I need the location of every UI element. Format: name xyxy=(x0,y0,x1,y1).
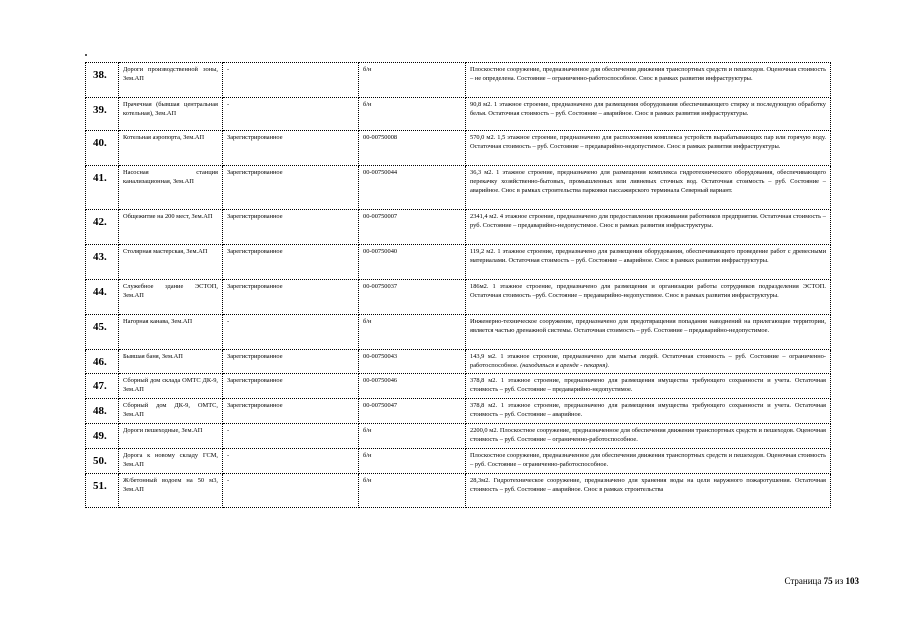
row-number-cell xyxy=(86,449,119,474)
object-name-cell xyxy=(119,474,223,508)
table-row xyxy=(86,399,831,424)
row-number-cell xyxy=(86,350,119,374)
object-name-text: Бывшая баня, Зем.АП xyxy=(123,353,183,360)
inventory-number-text: б/н xyxy=(363,66,372,73)
inventory-number-cell xyxy=(359,98,466,131)
row-number-cell xyxy=(86,63,119,98)
description-text: Плоскостное сооружение, предназначенное для обеспечения движения транспортных средств и пешеходов. Оценочная стоимость – не определена. Состояние – ограниченно-работоспособное. Снос в рамках развития инфраструктуры. xyxy=(470,66,826,82)
object-name-cell xyxy=(119,166,223,210)
table-row xyxy=(86,63,831,98)
inventory-number-cell xyxy=(359,315,466,350)
object-name-cell xyxy=(119,350,223,374)
inventory-number-text: 00-00750043 xyxy=(363,353,398,360)
registration-status-text: Зарегистрированное xyxy=(227,213,283,220)
row-number-text: 47. xyxy=(93,380,107,392)
description-text: 36,3 м2. 1 этажное строение, предназначено для размещения комплекса гидротехнического оборудования, обеспечивающего перекачку хозяйственно-бытовых, промышленных или ливневых сточных вод. Остаточная стоимость – руб. Состояние – аварийное. Снос в рамках строительства парковки пассажирского терминала Северный вариант. xyxy=(470,169,826,194)
registration-status-cell xyxy=(223,280,359,315)
table-row xyxy=(86,280,831,315)
registration-status-text: - xyxy=(227,101,230,108)
registration-status-text: - xyxy=(227,452,230,459)
inventory-number-text: 00-00750008 xyxy=(363,134,398,141)
page-speck xyxy=(85,54,87,56)
table-row xyxy=(86,315,831,350)
row-number-text: 49. xyxy=(93,430,107,442)
row-number-cell xyxy=(86,98,119,131)
inventory-number-cell xyxy=(359,449,466,474)
inventory-number-text: 00-00750037 xyxy=(363,283,398,290)
row-number-text: 39. xyxy=(93,104,107,116)
registration-status-text: Зарегистрированное xyxy=(227,353,283,360)
object-name-cell xyxy=(119,374,223,399)
row-number-text: 50. xyxy=(93,455,107,467)
description-text: 2341,4 м2. 4 этажное строение, предназначено для предоставления проживания работников предприятия. Остаточная стоимость – руб. Состояние – предаварийно-недопустимое. Снос в рамках развития инфраструктуры. xyxy=(470,213,826,229)
row-number-text: 43. xyxy=(93,251,107,263)
table-row xyxy=(86,210,831,245)
object-name-text: Ж/бетонный водоем на 50 м3, Зем.АП xyxy=(123,477,218,493)
object-name-text: Сборный дом склада ОМТС ДК-9, Зем.АП xyxy=(123,377,218,393)
registration-status-cell xyxy=(223,210,359,245)
footer-page-number: 75 xyxy=(823,576,833,586)
description-cell xyxy=(466,210,831,245)
row-number-text: 42. xyxy=(93,216,107,228)
description-cell xyxy=(466,449,831,474)
registration-status-cell xyxy=(223,350,359,374)
description-cell xyxy=(466,63,831,98)
row-number-cell xyxy=(86,315,119,350)
inventory-number-text: 00-00750047 xyxy=(363,402,398,409)
inventory-number-text: б/н xyxy=(363,427,372,434)
table-row xyxy=(86,245,831,280)
registration-status-cell xyxy=(223,245,359,280)
row-number-text: 45. xyxy=(93,321,107,333)
row-number-cell xyxy=(86,280,119,315)
description-text: 90,8 м2. 1 этажное строение, предназначено для размещения оборудования обеспечивающего стирку и последующую обработку белья. Остаточная стоимость – руб. Состояние – аварийное. Снос в рамках развития инфраструктуры. xyxy=(470,101,826,117)
registration-status-cell xyxy=(223,474,359,508)
row-number-text: 44. xyxy=(93,286,107,298)
object-name-cell xyxy=(119,424,223,449)
inventory-number-text: б/н xyxy=(363,477,372,484)
description-text: 378,8 м2. 1 этажное строение, предназначено для размещения имущества требующего сохранности и учета. Остаточная стоимость – руб. Состояние – аварийное. xyxy=(470,402,826,418)
table-row xyxy=(86,350,831,374)
object-name-text: Прачечная (бывшая центральная котельная), Зем.АП xyxy=(123,101,218,117)
row-number-text: 51. xyxy=(93,480,107,492)
object-name-text: Служебное здание ЭСТОП, Зем.АП xyxy=(123,283,218,299)
registration-status-cell xyxy=(223,424,359,449)
inventory-number-text: б/н xyxy=(363,101,372,108)
table-row xyxy=(86,98,831,131)
object-name-cell xyxy=(119,245,223,280)
registration-status-cell xyxy=(223,315,359,350)
description-cell xyxy=(466,166,831,210)
object-name-text: Столярная мастерская, Зем.АП xyxy=(123,248,208,255)
row-number-cell xyxy=(86,131,119,166)
inventory-number-text: 00-00750046 xyxy=(363,377,398,384)
description-cell xyxy=(466,245,831,280)
registration-status-text: Зарегистрированное xyxy=(227,402,283,409)
row-number-text: 40. xyxy=(93,137,107,149)
row-number-cell xyxy=(86,474,119,508)
registration-status-cell xyxy=(223,374,359,399)
description-text: 186м2. 1 этажное строение, предназначено для размещения и организации работы сотрудников подразделения ЭСТОП. Остаточная стоимость –руб. Состояние – предаварийно-недопустимое. Снос в рамках развития инфраструктуры. xyxy=(470,283,826,299)
object-name-text: Насосная станция канализационная, Зем.АП xyxy=(123,169,218,185)
description-text: Плоскостное сооружение, предназначенное для обеспечения движения транспортных средств и пешеходов. Оценочная стоимость – руб. Состояние – ограниченно-работоспособное. xyxy=(470,452,826,468)
table-row xyxy=(86,474,831,508)
object-name-text: Дорога к новому складу ГСМ, Зем.АП xyxy=(123,452,218,468)
footer-prefix: Страница xyxy=(784,576,822,586)
object-name-cell xyxy=(119,399,223,424)
inventory-number-text: б/н xyxy=(363,452,372,459)
description-text: 2200,0 м2. Плоскостное сооружение, предназначенное для обеспечения движения транспортных средств и пешеходов. Оценочная стоимость – руб. Состояние – ограниченно-работоспособное. xyxy=(470,427,826,443)
object-name-cell xyxy=(119,63,223,98)
table-row xyxy=(86,449,831,474)
inventory-number-cell xyxy=(359,63,466,98)
object-name-text: Нагорная канава, Зем.АП xyxy=(123,318,193,325)
description-text: 119,2 м2. 1 этажное строение, предназначено для размещения оборудования, обеспечивающего проведение работ с древесными материалами. Остаточная стоимость – руб. Состояние – аварийное. Снос в рамках развития инфраструктуры. xyxy=(470,248,826,264)
description-cell xyxy=(466,131,831,166)
row-number-text: 48. xyxy=(93,405,107,417)
inventory-number-cell xyxy=(359,474,466,508)
inventory-number-cell xyxy=(359,166,466,210)
registration-status-text: - xyxy=(227,427,230,434)
registration-status-text: - xyxy=(227,318,230,325)
description-text: Инженерно-техническое сооружение, предназначено для предотвращения попадания наводнений на прилегающие территории, является частью дренажной системы. Остаточная стоимость – руб. Состояние – предаварийно-недопустимое. xyxy=(470,318,826,334)
object-name-cell xyxy=(119,280,223,315)
description-cell xyxy=(466,280,831,315)
object-name-text: Сборный дом ДК-9, ОМТС, Зем.АП xyxy=(123,402,218,418)
table-row xyxy=(86,374,831,399)
description-cell xyxy=(466,424,831,449)
row-number-cell xyxy=(86,166,119,210)
row-number-cell xyxy=(86,399,119,424)
description-note: (находиться в аренде - пекарня). xyxy=(520,361,610,369)
registration-status-text: Зарегистрированное xyxy=(227,134,283,141)
table-body xyxy=(86,63,831,508)
object-name-text: Котельная аэропорта, Зем.АП xyxy=(123,134,205,141)
row-number-text: 46. xyxy=(93,356,107,368)
table-row xyxy=(86,131,831,166)
inventory-number-cell xyxy=(359,350,466,374)
registration-status-cell xyxy=(223,98,359,131)
description-cell xyxy=(466,98,831,131)
registration-status-text: - xyxy=(227,477,230,484)
inventory-number-cell xyxy=(359,424,466,449)
registration-status-cell xyxy=(223,449,359,474)
object-name-text: Общежитие на 200 мест, Зем.АП xyxy=(123,213,213,220)
description-cell xyxy=(466,315,831,350)
description-text: 570,0 м2. 1,5 этажное строение, предназначено для расположения комплекса устройств вырабатывающих пар или горячую воду. Остаточная стоимость – руб. Состояние – предаварийно-недопустимое. Снос в рамках развития инфраструктуры. xyxy=(470,134,826,150)
registration-status-cell xyxy=(223,63,359,98)
page-footer xyxy=(785,576,860,586)
inventory-number-cell xyxy=(359,399,466,424)
footer-total-pages: 103 xyxy=(845,576,859,586)
description-cell xyxy=(466,474,831,508)
inventory-number-text: б/н xyxy=(363,318,372,325)
object-name-cell xyxy=(119,449,223,474)
registration-status-cell xyxy=(223,166,359,210)
registration-status-text: Зарегистрированное xyxy=(227,169,283,176)
table-row xyxy=(86,424,831,449)
description-text: 378,8 м2. 1 этажное строение, предназначено для размещения имущества требующего сохранности и учета. Остаточная стоимость – руб. Состояние – предаварийно-недопустимое. xyxy=(470,377,826,393)
description-text: 143,9 м2. 1 этажное строение, предназначено для мытья людей. Остаточная стоимость – руб. Состояние – ограниченно-работоспособное. xyxy=(470,353,826,369)
row-number-cell xyxy=(86,424,119,449)
description-cell xyxy=(466,374,831,399)
row-number-cell xyxy=(86,210,119,245)
description-text: 28,3м2. Гидротехническое сооружение, предназначено для хранения воды на цели наружного пожаротушения. Остаточная стоимость – руб. Состояние – аварийное. Снос в рамках строительства xyxy=(470,477,826,493)
registration-status-text: Зарегистрированное xyxy=(227,283,283,290)
object-name-cell xyxy=(119,98,223,131)
registration-status-cell xyxy=(223,131,359,166)
property-register-table xyxy=(85,62,831,508)
description-cell xyxy=(466,399,831,424)
object-name-text: Дороги пешеходные, Зем.АП xyxy=(123,427,203,434)
inventory-number-text: 00-00750007 xyxy=(363,213,398,220)
registration-status-text: Зарегистрированное xyxy=(227,377,283,384)
footer-separator: из xyxy=(834,576,844,586)
table-row xyxy=(86,166,831,210)
description-cell xyxy=(466,350,831,374)
row-number-cell xyxy=(86,374,119,399)
registration-status-text: - xyxy=(227,66,230,73)
row-number-cell xyxy=(86,245,119,280)
registration-status-text: Зарегистрированное xyxy=(227,248,283,255)
inventory-number-cell xyxy=(359,280,466,315)
object-name-cell xyxy=(119,315,223,350)
inventory-number-cell xyxy=(359,131,466,166)
registration-status-cell xyxy=(223,399,359,424)
inventory-number-text: 00-00750044 xyxy=(363,169,398,176)
object-name-cell xyxy=(119,210,223,245)
inventory-number-text: 00-00750040 xyxy=(363,248,398,255)
row-number-text: 41. xyxy=(93,172,107,184)
object-name-cell xyxy=(119,131,223,166)
inventory-number-cell xyxy=(359,210,466,245)
inventory-number-cell xyxy=(359,374,466,399)
row-number-text: 38. xyxy=(93,69,107,81)
inventory-number-cell xyxy=(359,245,466,280)
object-name-text: Дороги производственной зоны, Зем.АП xyxy=(123,66,218,82)
